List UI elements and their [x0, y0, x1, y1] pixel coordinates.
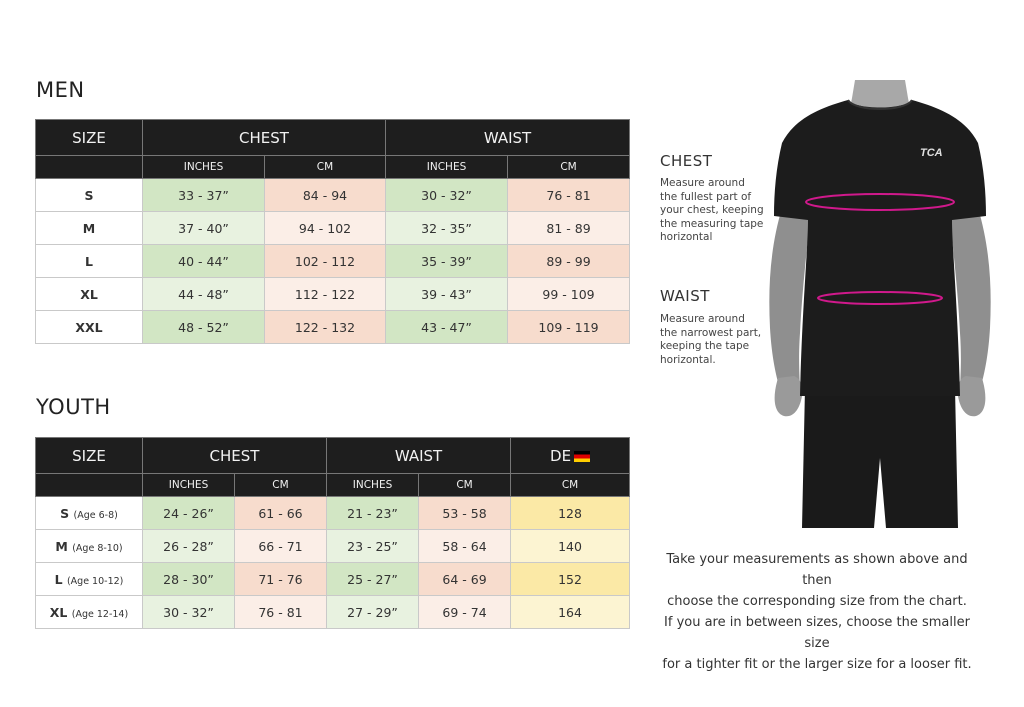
chest-inches-cell: 37 - 40” [143, 212, 265, 245]
table-row [36, 530, 630, 563]
chest-cm-cell: 76 - 81 [235, 596, 327, 629]
table-row [36, 596, 630, 629]
youth-size-table [35, 437, 630, 629]
waist-measure-title: WAIST [660, 287, 710, 305]
note-line: Take your measurements as shown above and then [666, 552, 968, 588]
head-neck-shape [850, 80, 910, 108]
chest-cm-header: CM [235, 474, 327, 497]
note-line: for a tighter fit or the larger size for a looser fit. [662, 657, 972, 672]
de-cm-cell: 152 [511, 563, 630, 596]
chest-cm-cell: 122 - 132 [265, 311, 386, 344]
de-label: DE [550, 446, 572, 465]
chest-header: CHEST [143, 120, 386, 156]
table-row [36, 497, 630, 530]
size-subheader-blank [36, 156, 143, 179]
waist-inches-cell: 25 - 27” [327, 563, 419, 596]
waist-inches-cell: 39 - 43” [386, 278, 508, 311]
chest-cm-cell: 71 - 76 [235, 563, 327, 596]
de-cm-cell: 164 [511, 596, 630, 629]
waist-cm-cell: 69 - 74 [419, 596, 511, 629]
chest-inches-cell: 40 - 44” [143, 245, 265, 278]
waist-cm-cell: 109 - 119 [508, 311, 630, 344]
waist-cm-cell: 81 - 89 [508, 212, 630, 245]
size-cell [36, 530, 143, 563]
chest-cm-cell: 94 - 102 [265, 212, 386, 245]
waist-inches-header: INCHES [386, 156, 508, 179]
chest-measure-title: CHEST [660, 152, 713, 170]
waist-header: WAIST [386, 120, 630, 156]
waist-cm-cell: 76 - 81 [508, 179, 630, 212]
size-cell: L [36, 245, 143, 278]
waist-measure-description: Measure around the narrowest part, keeping the tape horizontal. [660, 313, 762, 366]
note-line: If you are in between sizes, choose the smaller size [664, 615, 970, 651]
chest-header: CHEST [143, 438, 327, 474]
note-line: choose the corresponding size from the chart. [667, 594, 967, 609]
size-header: SIZE [36, 120, 143, 156]
size-cell: XL [36, 278, 143, 311]
waist-cm-cell: 53 - 58 [419, 497, 511, 530]
de-header [511, 438, 630, 474]
waist-cm-cell: 58 - 64 [419, 530, 511, 563]
waist-inches-cell: 32 - 35” [386, 212, 508, 245]
de-cm-cell: 128 [511, 497, 630, 530]
waist-inches-header: INCHES [327, 474, 419, 497]
size-cell [36, 596, 143, 629]
waist-inches-cell: 30 - 32” [386, 179, 508, 212]
table-row [36, 278, 630, 311]
chest-cm-cell: 84 - 94 [265, 179, 386, 212]
table-row [36, 311, 630, 344]
waist-inches-cell: 43 - 47” [386, 311, 508, 344]
chest-inches-cell: 30 - 32” [143, 596, 235, 629]
germany-flag-icon [574, 451, 590, 462]
chest-inches-cell: 28 - 30” [143, 563, 235, 596]
chest-inches-header: INCHES [143, 156, 265, 179]
measurement-note [656, 549, 978, 675]
men-size-table [35, 119, 630, 344]
size-label: L [54, 571, 63, 587]
size-cell: M [36, 212, 143, 245]
waist-cm-cell: 89 - 99 [508, 245, 630, 278]
waist-inches-cell: 21 - 23” [327, 497, 419, 530]
waist-cm-cell: 99 - 109 [508, 278, 630, 311]
men-heading: MEN [36, 78, 85, 102]
waist-inches-cell: 27 - 29” [327, 596, 419, 629]
age-label: (Age 10-12) [66, 575, 124, 587]
waist-cm-header: CM [419, 474, 511, 497]
chest-cm-header: CM [265, 156, 386, 179]
waist-header: WAIST [327, 438, 511, 474]
waist-inches-cell: 23 - 25” [327, 530, 419, 563]
size-header: SIZE [36, 438, 143, 474]
table-row [36, 245, 630, 278]
waist-inches-cell: 35 - 39” [386, 245, 508, 278]
shorts-shape [802, 388, 958, 528]
size-label: XL [49, 604, 68, 620]
waist-cm-header: CM [508, 156, 630, 179]
de-cm-cell: 140 [511, 530, 630, 563]
youth-heading: YOUTH [36, 395, 111, 419]
chest-inches-cell: 26 - 28” [143, 530, 235, 563]
right-hand-shape [957, 376, 985, 416]
chest-inches-cell: 24 - 26” [143, 497, 235, 530]
size-cell [36, 497, 143, 530]
shirt-logo: TCA [920, 147, 943, 159]
size-label: M [55, 538, 68, 554]
chest-measure-description: Measure around the fullest part of your chest, keeping the measuring tape horizontal [660, 177, 764, 243]
size-cell: S [36, 179, 143, 212]
table-row [36, 212, 630, 245]
table-row [36, 179, 630, 212]
chest-cm-cell: 112 - 122 [265, 278, 386, 311]
size-cell: XXL [36, 311, 143, 344]
chest-inches-cell: 44 - 48” [143, 278, 265, 311]
chest-cm-cell: 102 - 112 [265, 245, 386, 278]
chest-inches-header: INCHES [143, 474, 235, 497]
waist-cm-cell: 64 - 69 [419, 563, 511, 596]
size-cell [36, 563, 143, 596]
chest-inches-cell: 33 - 37” [143, 179, 265, 212]
chest-cm-cell: 66 - 71 [235, 530, 327, 563]
size-subheader-blank [36, 474, 143, 497]
chest-cm-cell: 61 - 66 [235, 497, 327, 530]
table-row [36, 563, 630, 596]
left-hand-shape [775, 376, 803, 416]
de-cm-header: CM [511, 474, 630, 497]
age-label: (Age 8-10) [72, 542, 123, 554]
chest-inches-cell: 48 - 52” [143, 311, 265, 344]
age-label: (Age 12-14) [71, 608, 129, 620]
age-label: (Age 6-8) [73, 509, 118, 521]
body-figure-illustration [760, 78, 1000, 534]
size-label: S [60, 505, 70, 521]
